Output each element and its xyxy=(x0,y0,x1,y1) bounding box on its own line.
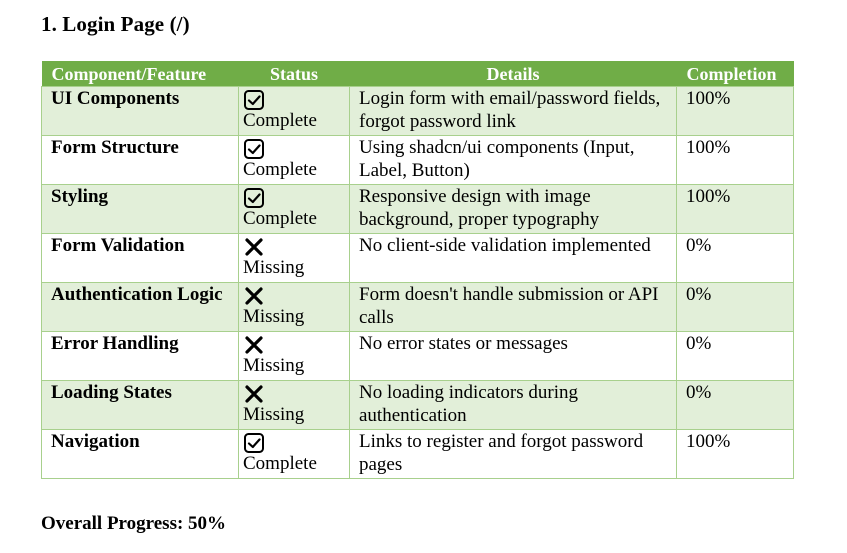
cross-mark-icon xyxy=(243,383,265,405)
status-label: Complete xyxy=(243,453,317,474)
table-header-row xyxy=(42,62,794,87)
completion-cell: 100% xyxy=(677,185,794,234)
completion-cell: 100% xyxy=(677,136,794,185)
status-label: Missing xyxy=(243,355,305,376)
completion-cell: 0% xyxy=(677,234,794,283)
component-cell: Form Validation xyxy=(42,234,239,283)
table-row xyxy=(42,185,794,234)
column-header-completion: Completion xyxy=(677,62,794,87)
details-cell: No client-side validation implemented xyxy=(350,234,677,283)
status-label: Missing xyxy=(243,257,305,278)
status-cell xyxy=(239,136,350,185)
component-cell: Form Structure xyxy=(42,136,239,185)
overall-progress: Overall Progress: 50% xyxy=(41,513,227,534)
table-row xyxy=(42,234,794,283)
table-row xyxy=(42,136,794,185)
cross-mark-icon xyxy=(243,236,265,258)
table-row xyxy=(42,381,794,430)
completion-cell: 0% xyxy=(677,332,794,381)
column-header-status: Status xyxy=(239,62,350,87)
status-label: Missing xyxy=(243,404,305,425)
component-cell: Loading States xyxy=(42,381,239,430)
status-cell xyxy=(239,185,350,234)
table-row xyxy=(42,283,794,332)
status-cell xyxy=(239,87,350,136)
check-box-icon xyxy=(243,187,265,209)
status-cell xyxy=(239,381,350,430)
component-cell: Navigation xyxy=(42,430,239,479)
component-cell: UI Components xyxy=(42,87,239,136)
details-cell: Login form with email/password fields, forgot password link xyxy=(350,87,677,136)
details-cell: Using shadcn/ui components (Input, Label, Button) xyxy=(350,136,677,185)
table-row xyxy=(42,87,794,136)
check-box-icon xyxy=(243,89,265,111)
status-label: Missing xyxy=(243,306,305,327)
status-label: Complete xyxy=(243,110,317,131)
completion-cell: 0% xyxy=(677,381,794,430)
column-header-component: Component/Feature xyxy=(42,62,239,87)
details-cell: Responsive design with image background, proper typography xyxy=(350,185,677,234)
check-box-icon xyxy=(243,432,265,454)
status-table xyxy=(41,61,794,479)
status-cell xyxy=(239,332,350,381)
component-cell: Styling xyxy=(42,185,239,234)
component-cell: Error Handling xyxy=(42,332,239,381)
status-label: Complete xyxy=(243,159,317,180)
table-row xyxy=(42,332,794,381)
completion-cell: 100% xyxy=(677,430,794,479)
check-box-icon xyxy=(243,138,265,160)
status-cell xyxy=(239,430,350,479)
column-header-details: Details xyxy=(350,62,677,87)
completion-cell: 100% xyxy=(677,87,794,136)
details-cell: No error states or messages xyxy=(350,332,677,381)
status-cell xyxy=(239,234,350,283)
details-cell: Links to register and forgot password pages xyxy=(350,430,677,479)
page-title: 1. Login Page (/) xyxy=(41,12,190,36)
status-label: Complete xyxy=(243,208,317,229)
completion-cell: 0% xyxy=(677,283,794,332)
details-cell: No loading indicators during authentication xyxy=(350,381,677,430)
component-cell: Authentication Logic xyxy=(42,283,239,332)
details-cell: Form doesn't handle submission or API calls xyxy=(350,283,677,332)
status-cell xyxy=(239,283,350,332)
cross-mark-icon xyxy=(243,334,265,356)
table-row xyxy=(42,430,794,479)
cross-mark-icon xyxy=(243,285,265,307)
